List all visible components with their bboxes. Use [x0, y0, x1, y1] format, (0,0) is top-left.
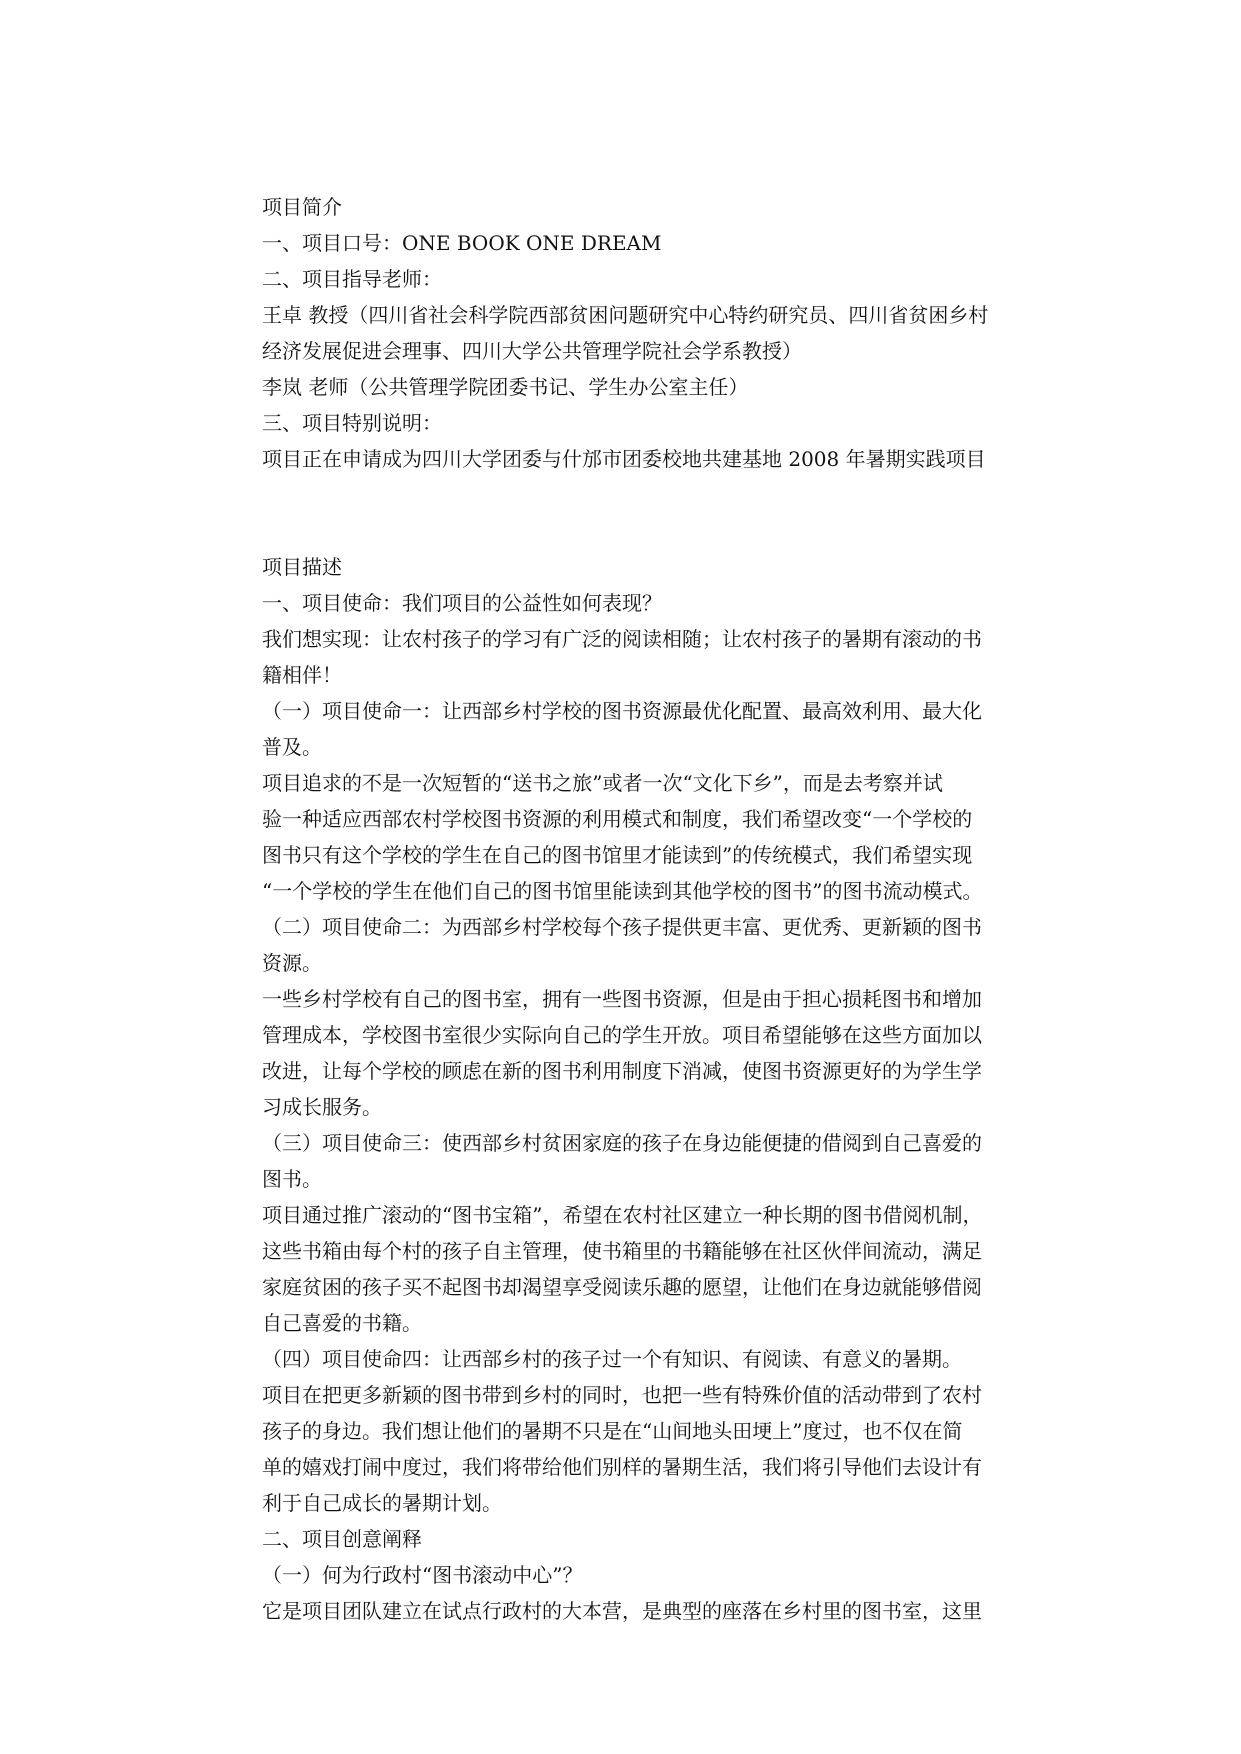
paragraph-line: 管理成本，学校图书室很少实际向自己的学生开放。项目希望能够在这些方面加以: [262, 1023, 982, 1047]
paragraph-line: 习成长服务。: [262, 1095, 382, 1119]
advisors-heading: 二、项目指导老师：: [262, 267, 442, 291]
special-note-text: 项目正在申请成为四川大学团委与什邡市团委校地共建基地 2008 年暑期实践项目: [262, 447, 986, 471]
paragraph-line: 项目在把更多新颖的图书带到乡村的同时，也把一些有特殊价值的活动带到了农村: [262, 1383, 982, 1407]
paragraph-line: 单的嬉戏打闹中度过，我们将带给他们别样的暑期生活，我们将引导他们去设计有: [262, 1455, 982, 1479]
paragraph-line: 孩子的身边。我们想让他们的暑期不只是在“山间地头田埂上”度过，也不仅在简: [262, 1419, 963, 1443]
advisor-2: 李岚 老师（公共管理学院团委书记、学生办公室主任）: [262, 375, 749, 399]
project-slogan: 一、项目口号：ONE BOOK ONE DREAM: [262, 231, 662, 255]
paragraph-line: 验一种适应西部农村学校图书资源的利用模式和制度，我们希望改变“一个学校的: [262, 807, 973, 831]
paragraph-line: 一些乡村学校有自己的图书室，拥有一些图书资源，但是由于担心损耗图书和增加: [262, 987, 982, 1011]
paragraph-line: 图书。: [262, 1167, 322, 1191]
paragraph-line: 利于自己成长的暑期计划。: [262, 1491, 502, 1515]
document-page: [262, 189, 1062, 1629]
paragraph-line: 家庭贫困的孩子买不起图书却渴望享受阅读乐趣的愿望，让他们在身边就能够借阅: [262, 1275, 982, 1299]
advisor-1-line-1: 王卓 教授（四川省社会科学院西部贫困问题研究中心特约研究员、四川省贫困乡村: [262, 303, 989, 327]
paragraph-line: 我们想实现：让农村孩子的学习有广泛的阅读相随；让农村孩子的暑期有滚动的书: [262, 627, 982, 651]
paragraph-line: （二）项目使命二：为西部乡村学校每个孩子提供更丰富、更优秀、更新颖的图书: [262, 915, 982, 939]
paragraph-line: （四）项目使命四：让西部乡村的孩子过一个有知识、有阅读、有意义的暑期。: [262, 1347, 962, 1371]
creative-text: 它是项目团队建立在试点行政村的大本营，是典型的座落在乡村里的图书室，这里: [262, 1599, 982, 1623]
creative-heading: 二、项目创意阐释: [262, 1527, 422, 1551]
paragraph-line: 这些书箱由每个村的孩子自主管理，使书箱里的书籍能够在社区伙伴间流动，满足: [262, 1239, 982, 1263]
mission-heading: 一、项目使命：我们项目的公益性如何表现？: [262, 591, 662, 615]
paragraph-line: 图书只有这个学校的学生在自己的图书馆里才能读到”的传统模式，我们希望实现: [262, 843, 973, 867]
description-heading: 项目描述: [262, 555, 342, 579]
section-gap: [262, 477, 1062, 549]
paragraph-line: 资源。: [262, 951, 322, 975]
paragraph-line: （三）项目使命三：使西部乡村贫困家庭的孩子在身边能便捷的借阅到自己喜爱的: [262, 1131, 982, 1155]
paragraph-line: “一个学校的学生在他们自己的图书馆里能读到其他学校的图书”的图书流动模式。: [262, 879, 983, 903]
paragraph-line: 改进，让每个学校的顾虑在新的图书利用制度下消减，使图书资源更好的为学生学: [262, 1059, 982, 1083]
advisor-1-line-2: 经济发展促进会理事、四川大学公共管理学院社会学系教授）: [262, 339, 802, 363]
paragraph-line: 普及。: [262, 735, 322, 759]
paragraph-line: 自己喜爱的书籍。: [262, 1311, 422, 1335]
paragraph-line: 籍相伴！: [262, 663, 342, 687]
special-note-heading: 三、项目特别说明：: [262, 411, 442, 435]
creative-subheading: （一）何为行政村“图书滚动中心”？: [262, 1563, 583, 1587]
intro-heading: 项目简介: [262, 195, 342, 219]
paragraph-line: （一）项目使命一：让西部乡村学校的图书资源最优化配置、最高效利用、最大化: [262, 699, 982, 723]
paragraph-line: 项目通过推广滚动的“图书宝箱”，希望在农村社区建立一种长期的图书借阅机制，: [262, 1203, 983, 1227]
paragraph-line: 项目追求的不是一次短暂的“送书之旅”或者一次“文化下乡”，而是去考察并试: [262, 771, 943, 795]
